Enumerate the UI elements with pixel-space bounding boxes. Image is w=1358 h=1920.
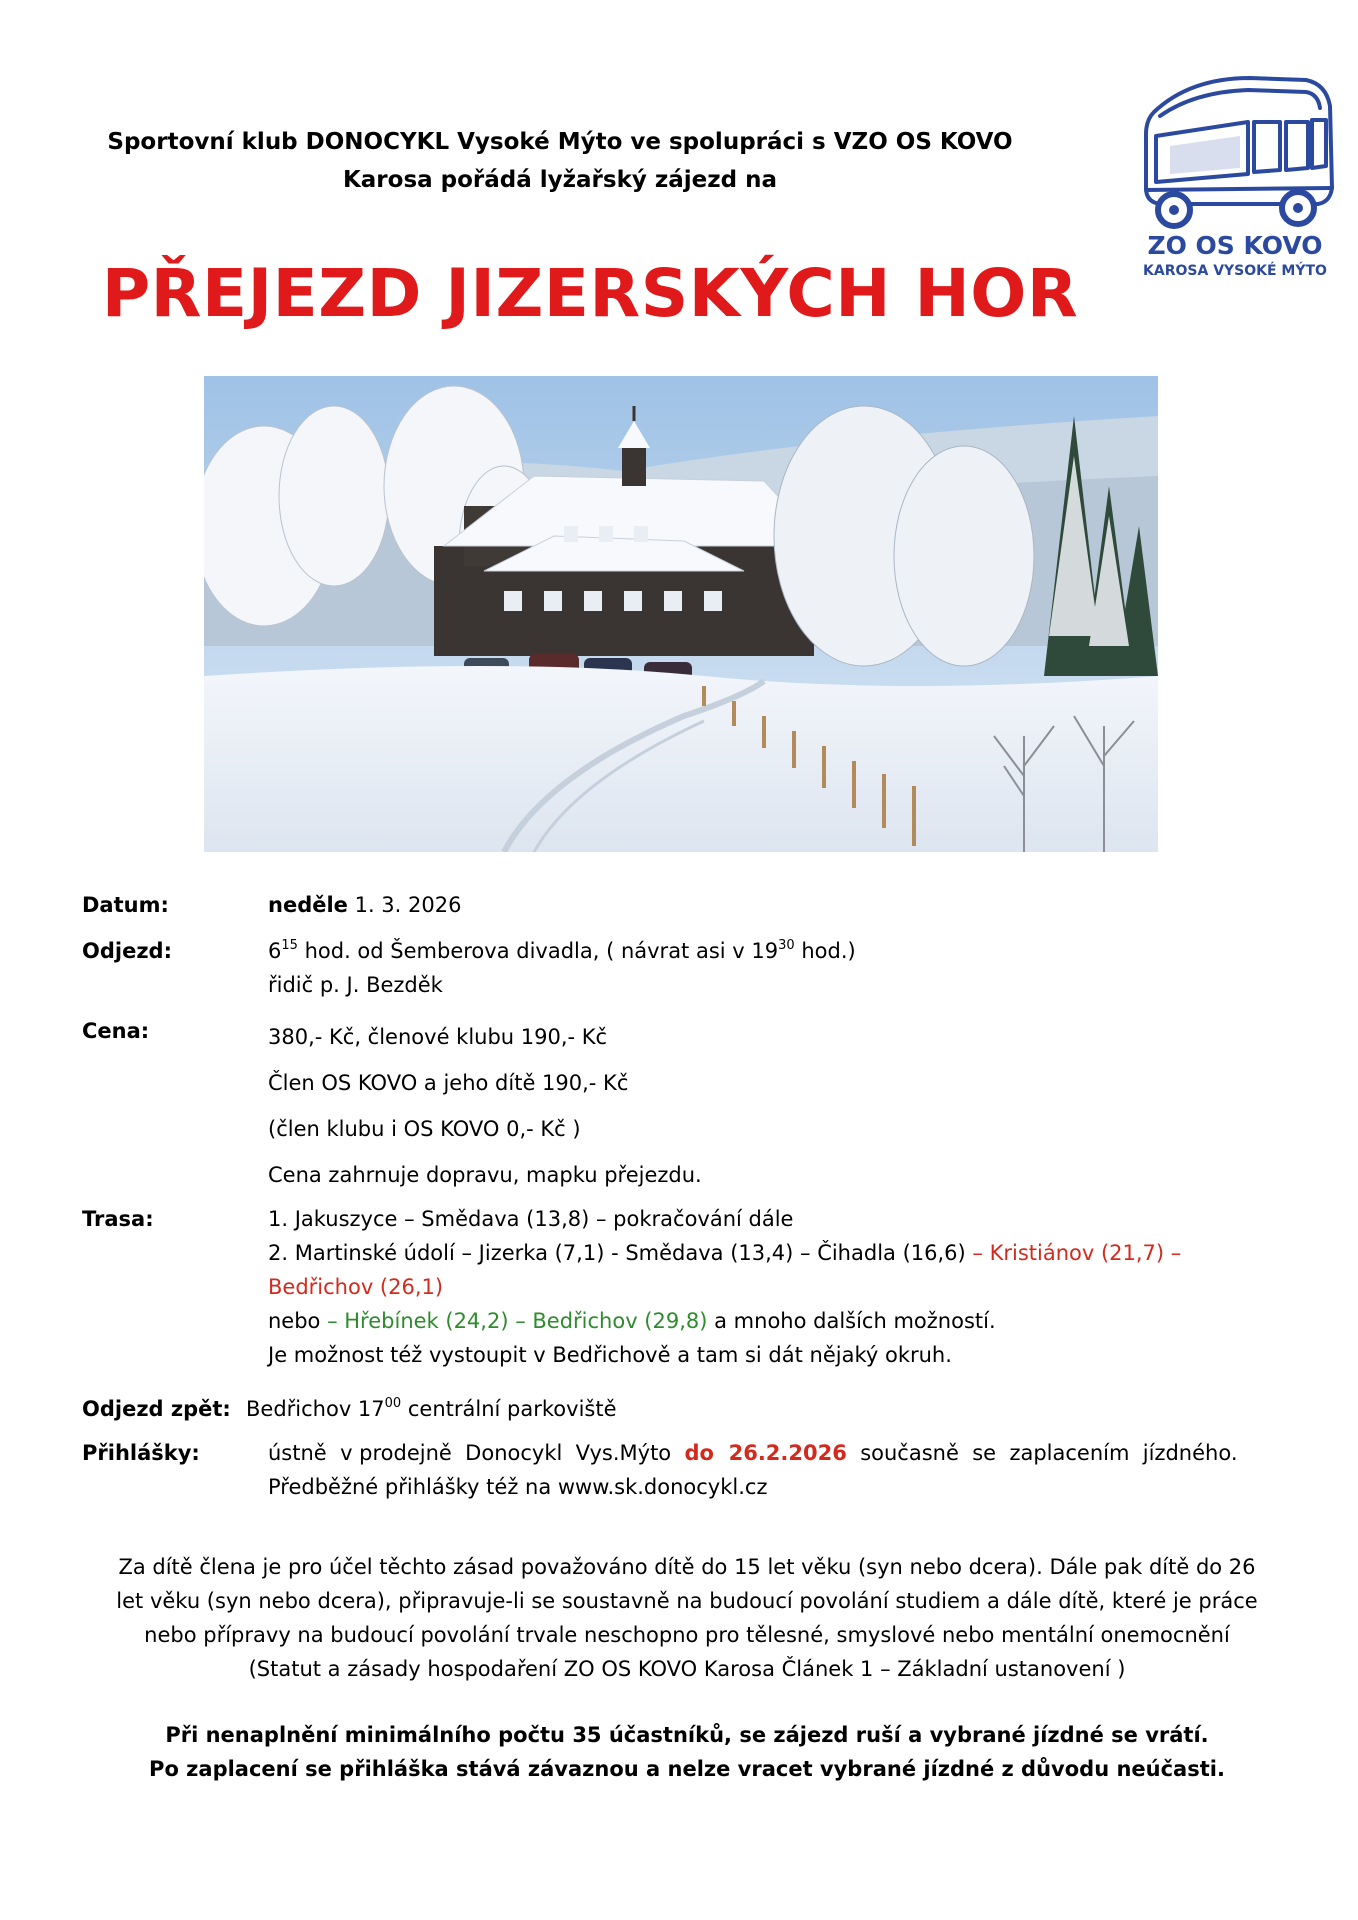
prihlasky-value xyxy=(268,1436,1278,1504)
route-1: 1. Jakuszyce – Smědava (13,8) – pokračování dále xyxy=(268,1207,794,1231)
route-2 xyxy=(268,1236,1278,1270)
trasa-value xyxy=(268,1202,1278,1372)
logo-subtitle: KAROSA VYSOKÉ MÝTO xyxy=(1143,263,1327,279)
warning xyxy=(82,1718,1292,1786)
winter-chalet-photo xyxy=(204,376,1158,852)
trasa-label: Trasa: xyxy=(82,1207,154,1231)
route-alt-green: – Hřebínek (24,2) – Bedřichov (29,8) xyxy=(327,1309,708,1333)
route-alt-suffix: a mnoho dalších možností. xyxy=(707,1309,996,1333)
odjezd-zpet-label: Odjezd zpět: xyxy=(82,1397,231,1421)
route-note: Je možnost též vystoupit v Bedřichově a tam si dát nějaký okruh. xyxy=(268,1343,952,1367)
cena-line-1: 380,- Kč, členové klubu 190,- Kč xyxy=(268,1025,608,1049)
intro-text xyxy=(60,123,1060,199)
route-alt-prefix: nebo xyxy=(268,1309,328,1333)
page-title: PŘEJEZD JIZERSKÝCH HOR xyxy=(101,255,1079,332)
odjezd-zpet-rest: centrální parkoviště xyxy=(401,1397,617,1421)
prihlasky-deadline: do 26.2.2026 xyxy=(684,1441,847,1465)
cena-line-3: (člen klubu i OS KOVO 0,- Kč ) xyxy=(268,1117,581,1141)
warning-line-1: Při nenaplnění minimálního počtu 35 účastníků, se zájezd ruší a vybrané jízdné se vrátí. xyxy=(165,1723,1209,1747)
odjezd-hour: 6 xyxy=(268,939,282,963)
prihlasky-label: Přihlášky: xyxy=(82,1441,200,1465)
footnote-line-1: Za dítě člena je pro účel těchto zásad považováno dítě do 15 let věku (syn nebo dcera). Dále pak dítě do 26 xyxy=(118,1555,1256,1579)
prihlasky-payment: současně se zaplacením jízdného. xyxy=(846,1441,1238,1465)
route-2-main: 2. Martinské údolí – Jizerka (7,1) - Smědava (13,4) – Čihadla (16,6) xyxy=(268,1241,973,1265)
route-alternative xyxy=(268,1304,1278,1338)
cena-line-2: Člen OS KOVO a jeho dítě 190,- Kč xyxy=(268,1071,629,1095)
cena-label: Cena: xyxy=(82,1019,150,1043)
datum-date: 1. 3. 2026 xyxy=(347,893,462,917)
cena-line-4: Cena zahrnuje dopravu, mapku přejezdu. xyxy=(268,1163,702,1187)
odjezd-return-minutes: 30 xyxy=(778,938,795,953)
odjezd-label: Odjezd: xyxy=(82,939,172,963)
warning-line-2: Po zaplacení se přihláška stává závaznou a nelze vracet vybrané jízdné z důvodu neúčasti. xyxy=(149,1757,1225,1781)
odjezd-place: hod. od Šemberova divadla, ( návrat asi v 19 xyxy=(297,939,779,963)
footnote xyxy=(82,1550,1292,1686)
odjezd-zpet-value xyxy=(246,1392,617,1426)
odjezd-zpet-minutes: 00 xyxy=(384,1396,402,1411)
odjezd-driver: řidič p. J. Bezděk xyxy=(268,973,443,997)
prihlasky-line-2: Předběžné přihlášky též na www.sk.donocykl.cz xyxy=(268,1475,768,1499)
footnote-line-4: (Statut a zásady hospodaření ZO OS KOVO Karosa Článek 1 – Základní ustanovení ) xyxy=(248,1657,1126,1681)
prihlasky-text: ústně v prodejně Donocykl Vys.Mýto xyxy=(268,1441,685,1465)
intro-line-2: Karosa pořádá lyžařský zájezd na xyxy=(342,167,778,193)
cena-value xyxy=(268,1014,702,1198)
footnote-line-2: let věku (syn nebo dcera), připravuje-li se soustavně na budoucí povolání studiem a dále dítě, které je práce xyxy=(116,1589,1258,1613)
datum-label: Datum: xyxy=(82,893,169,917)
odjezd-time xyxy=(268,934,856,968)
datum-value xyxy=(268,888,461,922)
odjezd-value xyxy=(268,934,856,1002)
odjezd-minutes: 15 xyxy=(281,938,298,953)
odjezd-zpet-place: Bedřichov 17 xyxy=(246,1397,385,1421)
route-2-red-part: – Kristiánov (21,7) – xyxy=(972,1241,1182,1265)
intro-line-1: Sportovní klub DONOCYKL Vysoké Mýto ve spolupráci s VZO OS KOVO xyxy=(107,129,1013,155)
route-2-end: Bedřichov (26,1) xyxy=(268,1275,444,1299)
datum-day: neděle xyxy=(268,893,348,917)
footnote-line-3: nebo přípravy na budoucí povolání trvale neschopno pro tělesné, smyslové nebo mentální onemocnění xyxy=(144,1623,1230,1647)
logo-title: ZO OS KOVO xyxy=(1147,231,1323,260)
prihlasky-line-1 xyxy=(268,1436,1278,1470)
odjezd-hod: hod.) xyxy=(794,939,856,963)
